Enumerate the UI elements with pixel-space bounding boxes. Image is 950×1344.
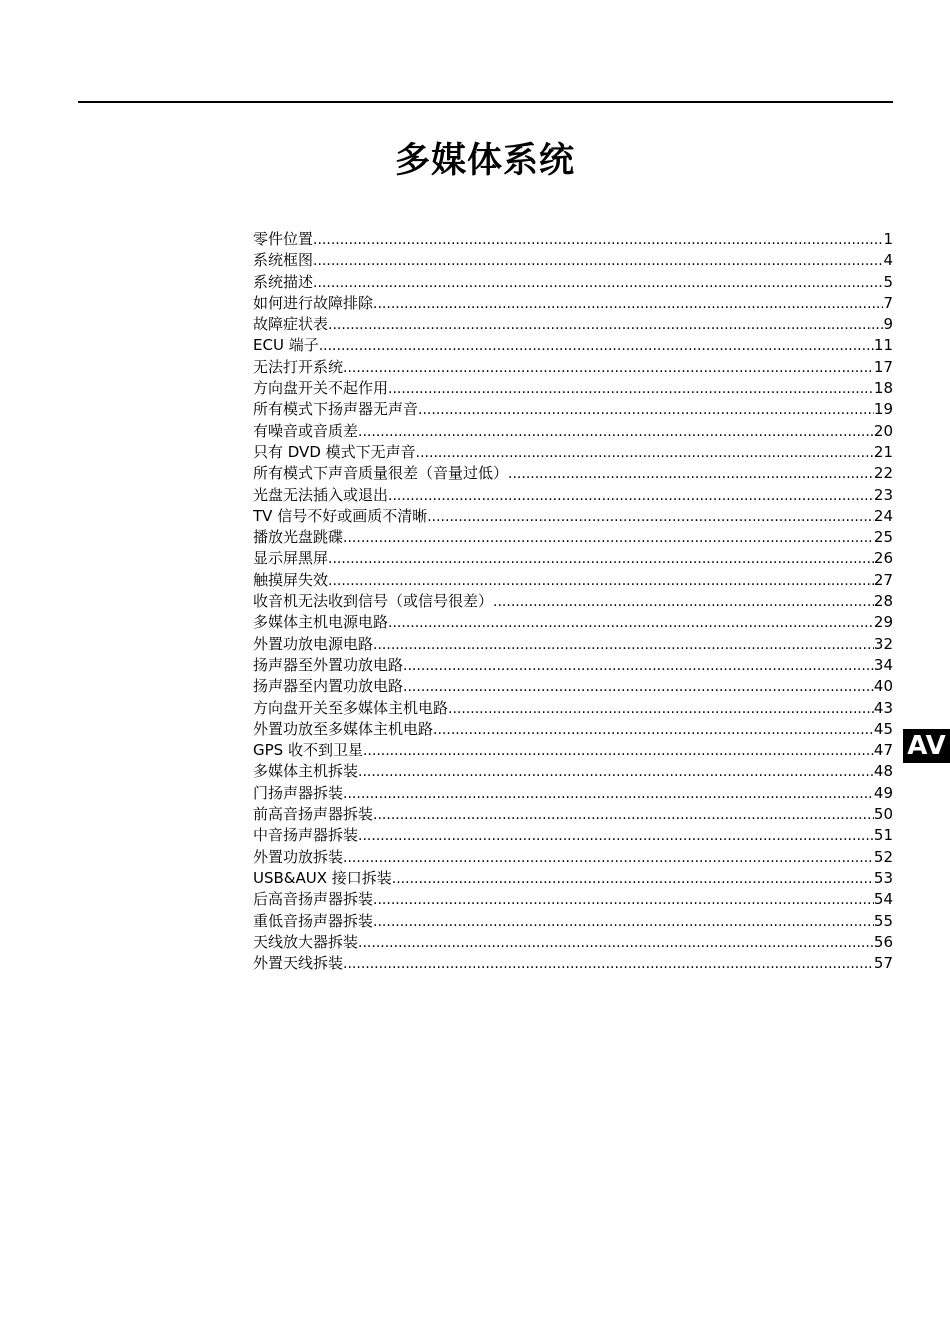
toc-dot-leader: [313, 273, 883, 293]
toc-dot-leader: [403, 677, 874, 697]
toc-entry-label: 系统框图: [253, 251, 314, 270]
toc-entry-label: 系统描述: [253, 272, 314, 291]
toc-entry-label: 多媒体主机电源电路: [253, 613, 389, 632]
section-tab: AV: [903, 729, 950, 763]
toc-dot-leader: [328, 549, 874, 569]
toc-entry-page-number: 56: [873, 932, 893, 951]
toc-entry-page-number: 28: [873, 592, 893, 611]
toc-entry-page-number: 9: [883, 315, 893, 334]
toc-entry-page-number: 24: [873, 506, 893, 525]
toc-entry[interactable]: [253, 421, 893, 442]
toc-entry-page-number: 20: [873, 421, 893, 440]
toc-entry-label: 零件位置: [253, 230, 314, 248]
toc-entry-label: 无法打开系统: [253, 357, 344, 376]
toc-entry-label: 光盘无法插入或退出: [253, 485, 389, 504]
toc-entry-page-number: 1: [883, 230, 893, 248]
toc-entry-label: 所有模式下声音质量很差（音量过低）: [253, 464, 509, 483]
toc-entry-label: 重低音扬声器拆装: [253, 911, 374, 930]
toc-entry[interactable]: [253, 357, 893, 378]
toc-entry-page-number: 29: [873, 613, 893, 632]
toc-entry-label: 后高音扬声器拆装: [253, 890, 374, 909]
toc-dot-leader: [373, 294, 883, 314]
toc-entry[interactable]: [253, 953, 893, 974]
toc-entry-label: TV 信号不好或画质不清晰: [253, 506, 428, 525]
toc-entry-label: GPS 收不到卫星: [253, 741, 363, 760]
toc-entry[interactable]: [253, 399, 893, 420]
toc-entry[interactable]: [253, 378, 893, 399]
toc-dot-leader: [373, 635, 874, 655]
toc-entry[interactable]: [253, 804, 893, 825]
toc-entry-label: 方向盘开关不起作用: [253, 379, 389, 398]
toc-entry-label: 前高音扬声器拆装: [253, 805, 374, 824]
toc-entry[interactable]: [253, 868, 893, 889]
toc-entry-label: 扬声器至外置功放电路: [253, 655, 404, 674]
toc-entry[interactable]: [253, 761, 893, 782]
toc-dot-leader: [493, 592, 874, 612]
toc-entry-page-number: 55: [873, 911, 893, 930]
toc-entry-page-number: 22: [873, 464, 893, 483]
toc-entry[interactable]: [253, 655, 893, 676]
toc-entry-label: 所有模式下扬声器无声音: [253, 400, 419, 419]
toc-dot-leader: [373, 890, 874, 910]
toc-dot-leader: [373, 805, 874, 825]
toc-entry-label: 门扬声器拆装: [253, 783, 344, 802]
toc-entry[interactable]: [253, 719, 893, 740]
toc-dot-leader: [358, 422, 874, 442]
toc-entry[interactable]: [253, 548, 893, 569]
toc-entry-page-number: 27: [873, 570, 893, 589]
toc-dot-leader: [508, 464, 874, 484]
toc-entry-page-number: 17: [873, 357, 893, 376]
toc-entry-label: 扬声器至内置功放电路: [253, 677, 404, 696]
toc-entry-label: 天线放大器拆装: [253, 932, 359, 951]
toc-entry[interactable]: [253, 825, 893, 846]
toc-entry[interactable]: [253, 463, 893, 484]
toc-entry[interactable]: [253, 335, 893, 356]
toc-dot-leader: [343, 784, 874, 804]
toc-dot-leader: [358, 933, 874, 953]
toc-entry[interactable]: [253, 229, 893, 250]
toc-dot-leader: [373, 912, 874, 932]
toc-dot-leader: [416, 443, 874, 463]
toc-entry[interactable]: [253, 527, 893, 548]
toc-dot-leader: [358, 762, 874, 782]
toc-entry-label: 显示屏黑屏: [253, 549, 329, 568]
toc-entry-page-number: 11: [873, 336, 893, 355]
toc-dot-leader: [343, 358, 874, 378]
toc-entry-page-number: 5: [883, 272, 893, 291]
toc-entry[interactable]: [253, 612, 893, 633]
toc-entry-page-number: 53: [873, 868, 893, 887]
toc-entry-page-number: 49: [873, 783, 893, 802]
toc-entry[interactable]: [253, 698, 893, 719]
toc-entry[interactable]: [253, 740, 893, 761]
toc-entry[interactable]: [253, 783, 893, 804]
toc-entry-page-number: 52: [873, 847, 893, 866]
toc-entry-label: 如何进行故障排除: [253, 293, 374, 312]
toc-entry-label: 只有 DVD 模式下无声音: [253, 442, 416, 461]
toc-dot-leader: [328, 315, 883, 335]
toc-entry[interactable]: [253, 591, 893, 612]
toc-dot-leader: [388, 613, 874, 633]
toc-entry-label: 有噪音或音质差: [253, 421, 359, 440]
toc-entry-label: 收音机无法收到信号（或信号很差）: [253, 592, 494, 611]
toc-entry-page-number: 19: [873, 400, 893, 419]
table-of-contents: [253, 229, 893, 974]
toc-entry-page-number: 47: [873, 741, 893, 760]
toc-entry-page-number: 50: [873, 805, 893, 824]
toc-entry-label: 外置天线拆装: [253, 954, 344, 973]
toc-dot-leader: [328, 571, 874, 591]
toc-entry-label: 播放光盘跳碟: [253, 528, 344, 547]
toc-entry-label: ECU 端子: [253, 336, 319, 355]
toc-dot-leader: [427, 507, 874, 527]
header-rule: [78, 101, 893, 103]
toc-entry-page-number: 21: [873, 442, 893, 461]
toc-entry[interactable]: [253, 485, 893, 506]
toc-dot-leader: [448, 699, 874, 719]
toc-entry[interactable]: [253, 889, 893, 910]
toc-dot-leader: [418, 400, 874, 420]
toc-entry-page-number: 51: [873, 826, 893, 845]
toc-entry-label: 外置功放至多媒体主机电路: [253, 719, 434, 738]
toc-entry-label: 方向盘开关至多媒体主机电路: [253, 698, 449, 717]
toc-entry[interactable]: [253, 847, 893, 868]
toc-entry[interactable]: [253, 272, 893, 293]
toc-entry[interactable]: [253, 506, 893, 527]
toc-entry[interactable]: [253, 442, 893, 463]
toc-entry-page-number: 45: [873, 719, 893, 738]
toc-entry[interactable]: [253, 932, 893, 953]
toc-entry-page-number: 4: [883, 251, 893, 270]
toc-entry-page-number: 43: [873, 698, 893, 717]
toc-dot-leader: [392, 869, 874, 889]
toc-dot-leader: [313, 251, 883, 271]
toc-dot-leader: [319, 336, 874, 356]
toc-entry-label: 外置功放电源电路: [253, 634, 374, 653]
toc-dot-leader: [358, 826, 874, 846]
toc-entry-page-number: 54: [873, 890, 893, 909]
toc-entry-page-number: 26: [873, 549, 893, 568]
toc-dot-leader: [313, 230, 883, 250]
toc-dot-leader: [343, 848, 874, 868]
toc-entry-label: 故障症状表: [253, 315, 329, 334]
toc-entry-page-number: 18: [873, 379, 893, 398]
toc-entry[interactable]: [253, 570, 893, 591]
toc-entry-page-number: 23: [873, 485, 893, 504]
toc-entry-page-number: 34: [873, 655, 893, 674]
toc-entry[interactable]: [253, 676, 893, 697]
toc-entry[interactable]: [253, 250, 893, 271]
toc-entry-page-number: 32: [873, 634, 893, 653]
toc-entry-page-number: 25: [873, 528, 893, 547]
toc-entry-label: 外置功放拆装: [253, 847, 344, 866]
toc-entry[interactable]: [253, 634, 893, 655]
toc-dot-leader: [433, 720, 874, 740]
toc-entry[interactable]: [253, 314, 893, 335]
toc-entry-label: USB&AUX 接口拆装: [253, 868, 392, 887]
toc-entry-label: 触摸屏失效: [253, 570, 329, 589]
toc-entry-page-number: 40: [873, 677, 893, 696]
toc-entry[interactable]: [253, 911, 893, 932]
toc-dot-leader: [388, 486, 874, 506]
toc-entry-label: 中音扬声器拆装: [253, 826, 359, 845]
toc-dot-leader: [388, 379, 874, 399]
toc-entry-label: 多媒体主机拆装: [253, 762, 359, 781]
toc-entry-page-number: 48: [873, 762, 893, 781]
page-title: 多媒体系统: [394, 141, 575, 181]
toc-entry[interactable]: [253, 293, 893, 314]
toc-dot-leader: [343, 528, 874, 548]
toc-dot-leader: [363, 741, 874, 761]
toc-dot-leader: [403, 656, 874, 676]
toc-dot-leader: [343, 954, 874, 974]
toc-entry-page-number: 7: [883, 293, 893, 312]
toc-entry-page-number: 57: [873, 954, 893, 973]
